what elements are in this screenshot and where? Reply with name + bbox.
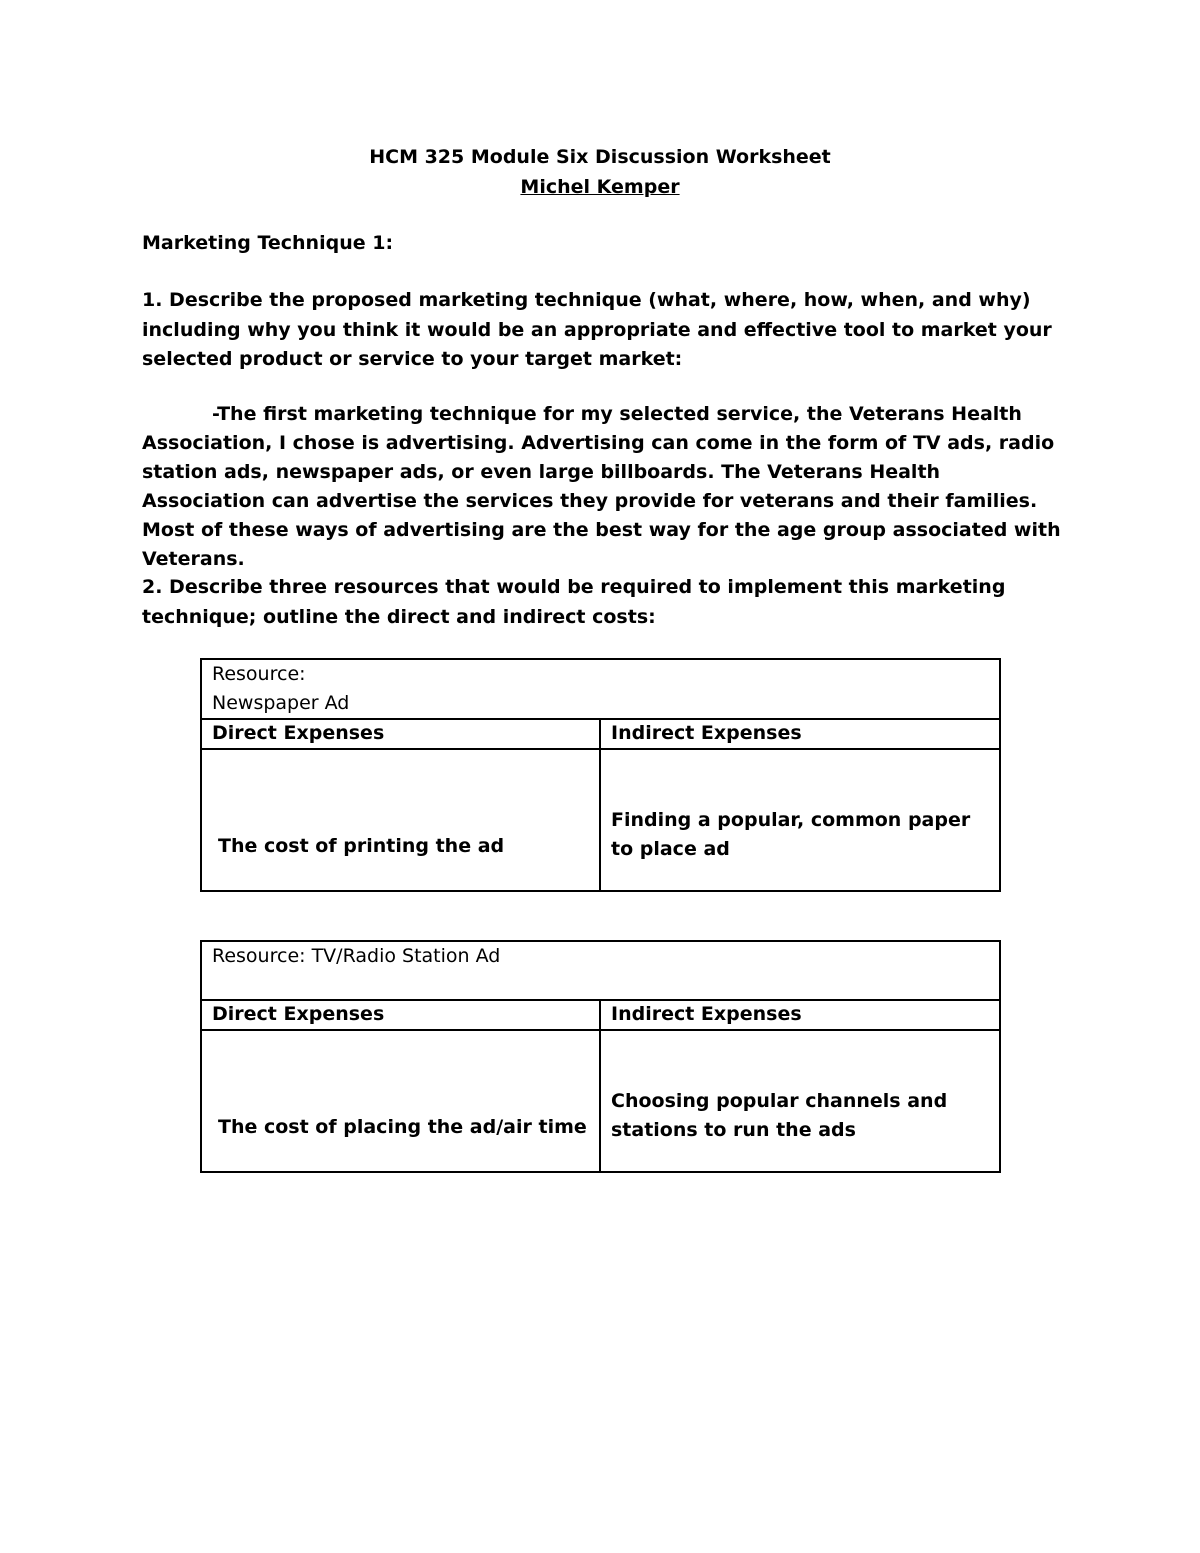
indirect-expense-value: Finding a popular, common paper to place ad xyxy=(611,809,971,860)
answer-1: -The first marketing technique for my selected service, the Veterans Health Association, I chose is advertising. Advertising can come in the form of TV ads, radio station ads, newspaper ads, or even large billboards. The Veterans Health Association can advertise the services they provide for veterans and their families. Most of these ways of advertising are the best way for the age group associated with Veterans. xyxy=(142,403,1061,570)
resource-label: Resource: xyxy=(212,663,306,685)
resource-title-cell xyxy=(201,941,1000,1000)
document-title: HCM 325 Module Six Discussion Worksheet xyxy=(369,146,831,168)
indirect-expenses-header: Indirect Expenses xyxy=(600,1000,1000,1030)
direct-expenses-header: Direct Expenses xyxy=(201,719,600,749)
indirect-expenses-header: Indirect Expenses xyxy=(600,719,1000,749)
resource-title: Resource: TV/Radio Station Ad xyxy=(212,945,501,967)
resource-title-cell xyxy=(201,659,1000,719)
direct-expenses-cell xyxy=(201,749,600,891)
question-1: 1. Describe the proposed marketing technique (what, where, how, when, and why) including why you think it would be an appropriate and effective tool to market your selected product or service to your target market: xyxy=(142,289,1052,370)
direct-expense-value: The cost of placing the ad/air time xyxy=(218,1116,587,1138)
document-author: Michel Kemper xyxy=(520,176,680,198)
indirect-expense-value: Choosing popular channels and stations to run the ads xyxy=(611,1090,948,1141)
title-block xyxy=(0,142,1200,202)
direct-expense-value: The cost of printing the ad xyxy=(218,835,505,857)
section-heading: Marketing Technique 1: xyxy=(142,232,394,254)
direct-expenses-header: Direct Expenses xyxy=(201,1000,600,1030)
resource-name: Newspaper Ad xyxy=(212,692,350,714)
resource-table-tv-radio xyxy=(200,940,1001,1173)
resource-table-newspaper xyxy=(200,658,1001,892)
direct-expenses-cell xyxy=(201,1030,600,1172)
indirect-expenses-cell xyxy=(600,749,1000,891)
indirect-expenses-cell xyxy=(600,1030,1000,1172)
question-2: 2. Describe three resources that would be required to implement this marketing technique; outline the direct and indirect costs: xyxy=(142,576,1006,628)
